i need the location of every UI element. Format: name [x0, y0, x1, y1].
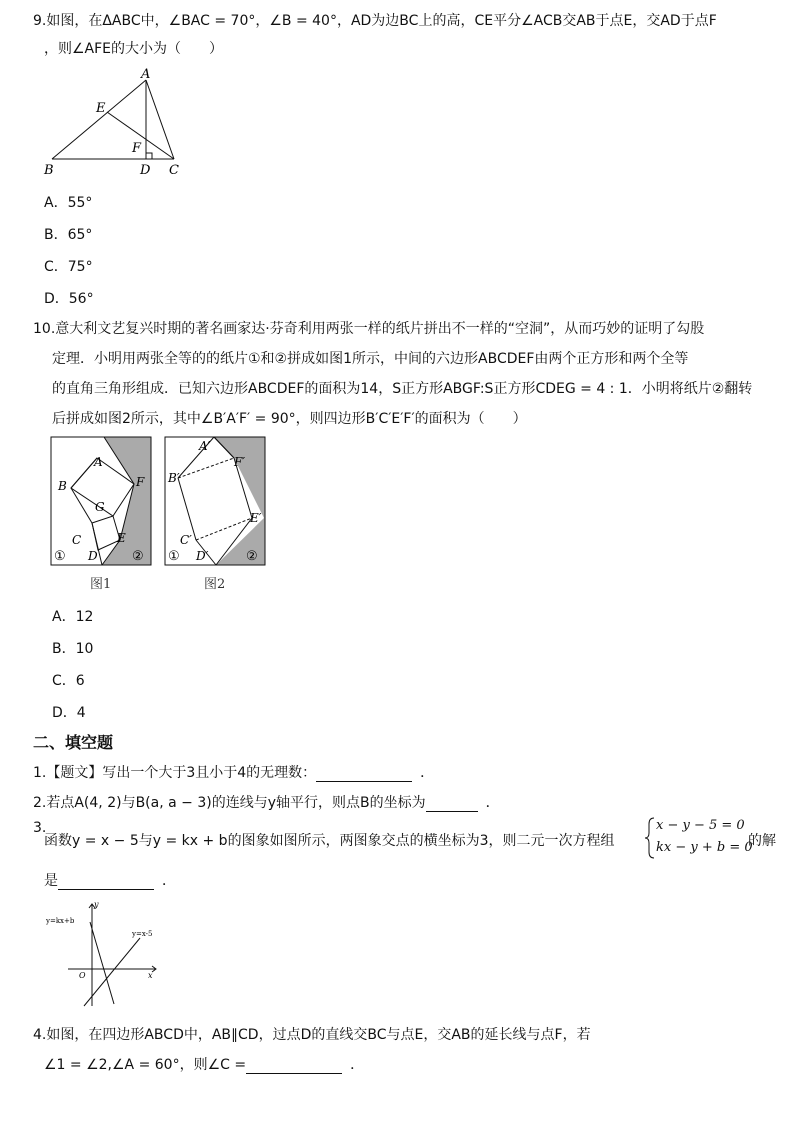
f2-text: 2.若点A(4, 2)与B(a, a − 3)的连线与y轴平行，则点B的坐标为 — [33, 795, 426, 811]
q10-option-c[interactable]: C．6 — [52, 673, 85, 689]
fig1-label-f: F — [136, 475, 145, 489]
fig1-label-a: A — [94, 455, 103, 469]
fig2-label-e: E′ — [250, 511, 262, 525]
fig2-piece1-label: ① — [168, 549, 180, 564]
q9-triangle-figure — [38, 64, 198, 179]
section-heading: 二、填空题 — [33, 733, 114, 752]
fig1-label-g: G — [95, 500, 105, 514]
f2-answer-blank[interactable] — [426, 795, 478, 812]
q9-label-f: F — [132, 141, 142, 156]
fig1-label-c: C — [72, 533, 82, 547]
f4-answer-blank[interactable] — [246, 1057, 342, 1074]
q9-option-c[interactable]: C．75° — [44, 259, 93, 275]
f3-equation-2: kx − y + b = 0 — [656, 840, 753, 855]
f1-answer-blank[interactable] — [316, 765, 412, 782]
fig2-label-f: F′ — [234, 455, 246, 469]
fig1-caption: 图1 — [90, 577, 112, 592]
f3-row2 — [44, 870, 176, 890]
f4-line1: 4.如图，在四边形ABCD中，AB∥CD，过点D的直线交BC与点E，交AB的延长线与点F，若 — [33, 1027, 591, 1043]
f2-end: ． — [485, 795, 500, 811]
f1-text: 1.【题文】写出一个大于3且小于4的无理数： — [33, 765, 317, 781]
graph-y-axis-label: y — [94, 900, 99, 909]
f4-end: ． — [350, 1057, 365, 1073]
fig2-label-c: C′ — [180, 533, 192, 547]
q9-option-d[interactable]: D．56° — [44, 291, 94, 307]
q9-label-a: A — [141, 67, 151, 82]
q9-line1: 9.如图，在ΔABC中，∠BAC = 70°，∠B = 40°，AD为边BC上的高，CE平分∠ACB交AB于点E，交AD于点F — [33, 13, 717, 29]
fig1-label-e: E — [117, 531, 126, 545]
q10-figure1 — [50, 436, 154, 596]
f3-end: ． — [162, 873, 176, 889]
fig2-label-d: D′ — [196, 549, 209, 563]
q10-line1: 10.意大利文艺复兴时期的著名画家达·芬奇利用两张一样的纸片拼出不一样的“空洞”，从而巧妙的证明了勾股 — [33, 321, 705, 337]
f3-tail: 的解 — [748, 833, 776, 849]
q9-label-b: B — [44, 163, 54, 178]
q10-line2: 定理．小明用两张全等的的纸片①和②拼成如图1所示，中间的六边形ABCDEF由两个正方形和两个全等 — [52, 351, 689, 367]
fig1-piece1-label: ① — [54, 549, 66, 564]
q10-option-a[interactable]: A．12 — [52, 609, 94, 625]
q9-label-d: D — [140, 163, 151, 178]
q9-line2: ，则∠AFE的大小为（ ） — [44, 41, 224, 57]
f4-row2 — [44, 1054, 364, 1074]
f3-number: 3. — [33, 820, 47, 836]
fig2-label-a: A′ — [199, 439, 211, 453]
q9-label-c: C — [169, 163, 179, 178]
f3-line2: 是 — [44, 873, 58, 889]
q10-figure2 — [164, 436, 268, 596]
graph-line-x5-label: y=x-5 — [132, 930, 153, 938]
fig2-caption: 图2 — [204, 577, 226, 592]
graph-x-axis-label: x — [148, 971, 153, 980]
q9-option-b[interactable]: B．65° — [44, 227, 93, 243]
f1-row — [33, 762, 434, 782]
q10-line4: 后拼成如图2所示，其中∠B′A′F′ = 90°，则四边形B′C′E′F′的面积为（ ） — [52, 411, 527, 427]
graph-origin-label: O — [79, 971, 86, 980]
fig1-label-b: B — [58, 479, 67, 493]
f3-function-graph — [44, 898, 164, 1010]
fig1-label-d: D — [88, 549, 98, 563]
f4-line2: ∠1 = ∠2,∠A = 60°，则∠C = — [44, 1057, 247, 1073]
q10-option-b[interactable]: B．10 — [52, 641, 94, 657]
fig1-piece2-label: ② — [132, 549, 144, 564]
fig2-piece2-label: ② — [246, 549, 258, 564]
f3-equation-1: x − y − 5 = 0 — [656, 818, 745, 833]
q9-label-e: E — [96, 101, 106, 116]
q9-option-a[interactable]: A．55° — [44, 195, 93, 211]
graph-line-kxb-label: y=kx+b — [46, 917, 75, 925]
f1-end: ． — [420, 765, 435, 781]
f3-text: 函数y = x − 5与y = kx + b的图象如图所示，两图象交点的横坐标为3，则二元一次方程组 — [44, 833, 615, 849]
f3-system-brace — [644, 816, 656, 860]
f3-answer-blank[interactable] — [58, 873, 154, 890]
q10-option-d[interactable]: D．4 — [52, 705, 86, 721]
fig2-label-b: B′ — [168, 471, 180, 485]
f2-row — [33, 792, 500, 812]
q10-line3: 的直角三角形组成．已知六边形ABCDEF的面积为14，S正方形ABGF:S正方形CDEG = 4 : 1．小明将纸片②翻转 — [52, 381, 753, 397]
